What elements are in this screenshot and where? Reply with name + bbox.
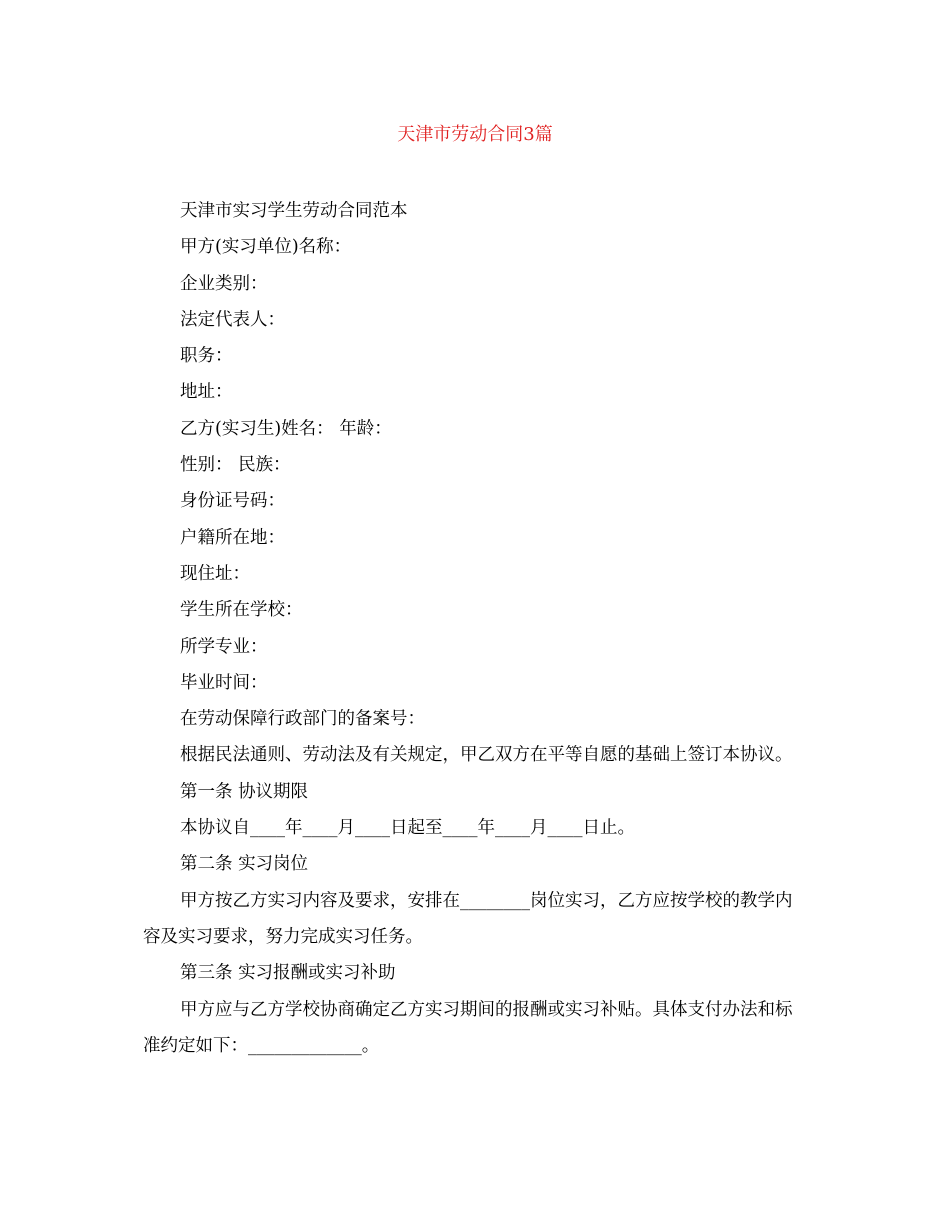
paragraph: 地址： [180, 382, 233, 403]
paragraph: 所学专业： [180, 636, 268, 657]
paragraph: 甲方应与乙方学校协商确定乙方实习期间的报酬或实习补贴。具体支付办法和标准约定如下：_____________。 [143, 999, 793, 1056]
paragraph: 职务： [180, 346, 233, 367]
paragraph: 毕业时间： [180, 672, 268, 693]
paragraph: 身份证号码： [180, 491, 285, 512]
section-heading: 第一条 协议期限 [180, 781, 309, 802]
paragraph: 户籍所在地： [180, 527, 285, 548]
paragraph: 根据民法通则、劳动法及有关规定，甲乙双方在平等自愿的基础上签订本协议。 [180, 745, 793, 766]
paragraph: 本协议自____年____月____日起至____年____月____日止。 [180, 818, 635, 839]
document-body [143, 193, 803, 1064]
paragraph: 甲方按乙方实习内容及要求，安排在________岗位实习，乙方应按学校的教学内容及实习要求，努力完成实习任务。 [143, 890, 793, 947]
section-heading: 第三条 实习报酬或实习补助 [180, 963, 396, 984]
paragraph: 天津市实习学生劳动合同范本 [180, 201, 408, 221]
section-heading: 第二条 实习岗位 [180, 854, 309, 875]
document-title: 天津市劳动合同3篇 [397, 124, 553, 145]
paragraph: 甲方(实习单位)名称： [180, 237, 352, 258]
paragraph: 乙方(实习生)姓名： 年龄： [180, 418, 392, 439]
paragraph: 法定代表人： [180, 309, 285, 330]
paragraph: 性别： 民族： [180, 455, 291, 476]
paragraph: 现住址： [180, 563, 250, 584]
paragraph: 学生所在学校： [180, 600, 303, 621]
paragraph: 在劳动保障行政部门的备案号： [180, 709, 425, 730]
paragraph: 企业类别： [180, 273, 268, 294]
